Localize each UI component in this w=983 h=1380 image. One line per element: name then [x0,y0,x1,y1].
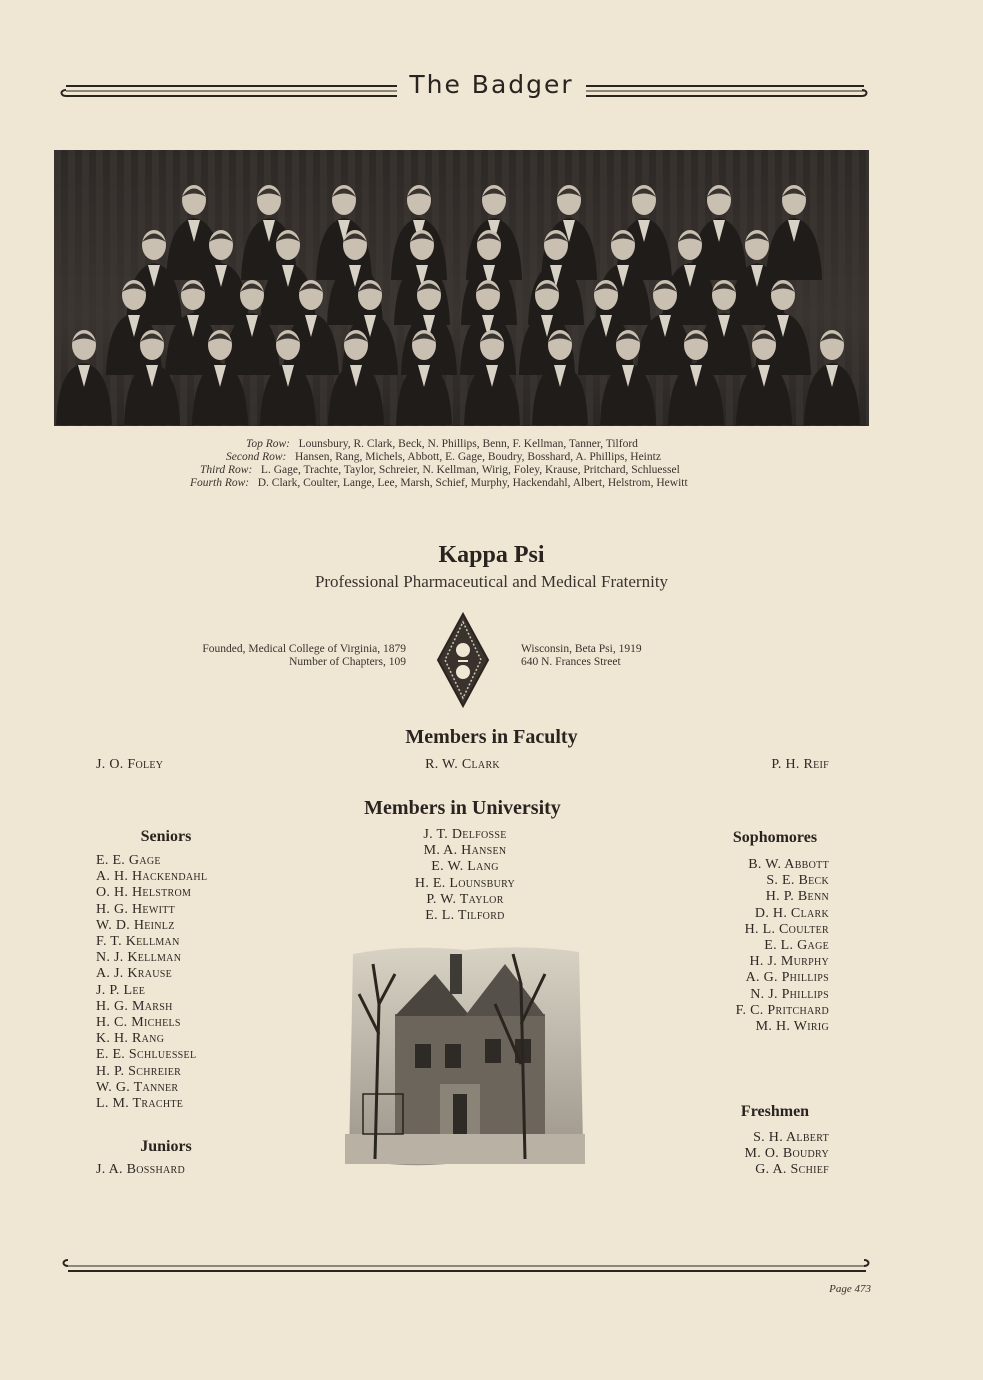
list-item: E. L. Tilford [425,908,505,924]
list-item: H. E. Lounsbury [414,875,516,891]
list-item: K. H. Rang [96,1031,165,1047]
list-item: A. H. Hackendahl [96,869,208,885]
seniors-list [96,853,207,1112]
list-item: F. T. Kellman [96,934,180,950]
freshmen-heading: Freshmen [740,1103,810,1120]
list-item: P. W. Taylor [426,891,504,907]
list-item: S. H. Albert [753,1130,829,1145]
list-item: A. G. Phillips [745,970,829,986]
list-item: H. C. Michels [96,1015,181,1031]
faculty-heading: Members in Faculty [405,726,578,748]
group-photo [54,150,869,426]
list-item: O. H. Helstrom [96,885,192,901]
caption-row: Top Row: Lounsbury, R. Clark, Beck, N. Phillips, Benn, F. Kellman, Tanner, Tilford [246,438,638,450]
center-names-list [360,827,570,924]
diamond-badge-icon [436,612,490,708]
list-item: M. O. Boudry [744,1146,829,1162]
list-item: H. L. Coulter [744,921,829,937]
list-item: W. G. Tanner [96,1079,179,1095]
list-item: A. J. Krause [96,966,173,982]
list-item: H. J. Murphy [749,954,829,970]
list-item: M. H. Wirig [755,1019,829,1035]
sophomores-heading: Sophomores [732,829,818,846]
list-item: H. P. Schreier [96,1063,182,1079]
faculty-name: R. W. Clark [425,757,500,772]
juniors-heading: Juniors [140,1138,192,1155]
list-item: B. W. Abbott [748,857,829,872]
faculty-name: P. H. Reif [771,757,829,772]
list-item: S. E. Beck [766,873,829,889]
list-item: L. M. Trachte [96,1096,184,1112]
page-subtitle: Professional Pharmaceutical and Medical Fraternity [314,572,669,591]
list-item: E. W. Lang [431,859,499,875]
list-item: W. D. Heinlz [96,917,175,933]
university-heading: Members in University [364,797,561,819]
list-item: H. G. Marsh [96,998,173,1014]
founded-right: Wisconsin, Beta Psi, 1919 640 N. Frances Street [521,643,642,668]
page-number: Page 473 [829,1283,871,1295]
list-item: D. H. Clark [754,905,829,921]
sophomores-list [736,857,829,1035]
footer-rule [60,1256,872,1279]
list-item: F. C. Pritchard [735,1002,829,1018]
chapter-house-photo [345,944,585,1170]
page-title: Kappa Psi [438,542,545,568]
caption-row: Fourth Row: D. Clark, Coulter, Lange, Lee, Marsh, Schief, Murphy, Hackendahl, Albert, Helstrom, Hewitt [190,477,688,489]
list-item: E. E. Gage [96,853,161,868]
juniors-list [96,1162,185,1178]
list-item: J. T. Delfosse [423,827,507,842]
seniors-heading: Seniors [140,828,192,845]
list-item: E. E. Schluessel [96,1047,197,1063]
list-item: J. P. Lee [96,982,146,998]
list-item: E. L. Gage [764,938,829,954]
freshmen-list [744,1130,829,1179]
list-item: G. A. Schief [755,1162,829,1178]
founded-left: Founded, Medical College of Virginia, 1879 Number of Chapters, 109 [202,643,406,668]
caption-row: Third Row: L. Gage, Trachte, Taylor, Schreier, N. Kellman, Wirig, Foley, Krause, Pritchard, Schluessel [200,464,680,476]
list-item: M. A. Hansen [423,843,507,859]
running-head: The Badger [0,70,983,99]
list-item: H. P. Benn [765,889,829,905]
list-item: J. A. Bosshard [96,1162,186,1177]
faculty-name: J. O. Foley [96,757,164,772]
list-item: H. G. Hewitt [96,901,176,917]
list-item: N. J. Kellman [96,950,182,966]
list-item: N. J. Phillips [750,986,829,1002]
caption-row: Second Row: Hansen, Rang, Michels, Abbott, E. Gage, Boudry, Bosshard, A. Phillips, Heintz [226,451,661,463]
